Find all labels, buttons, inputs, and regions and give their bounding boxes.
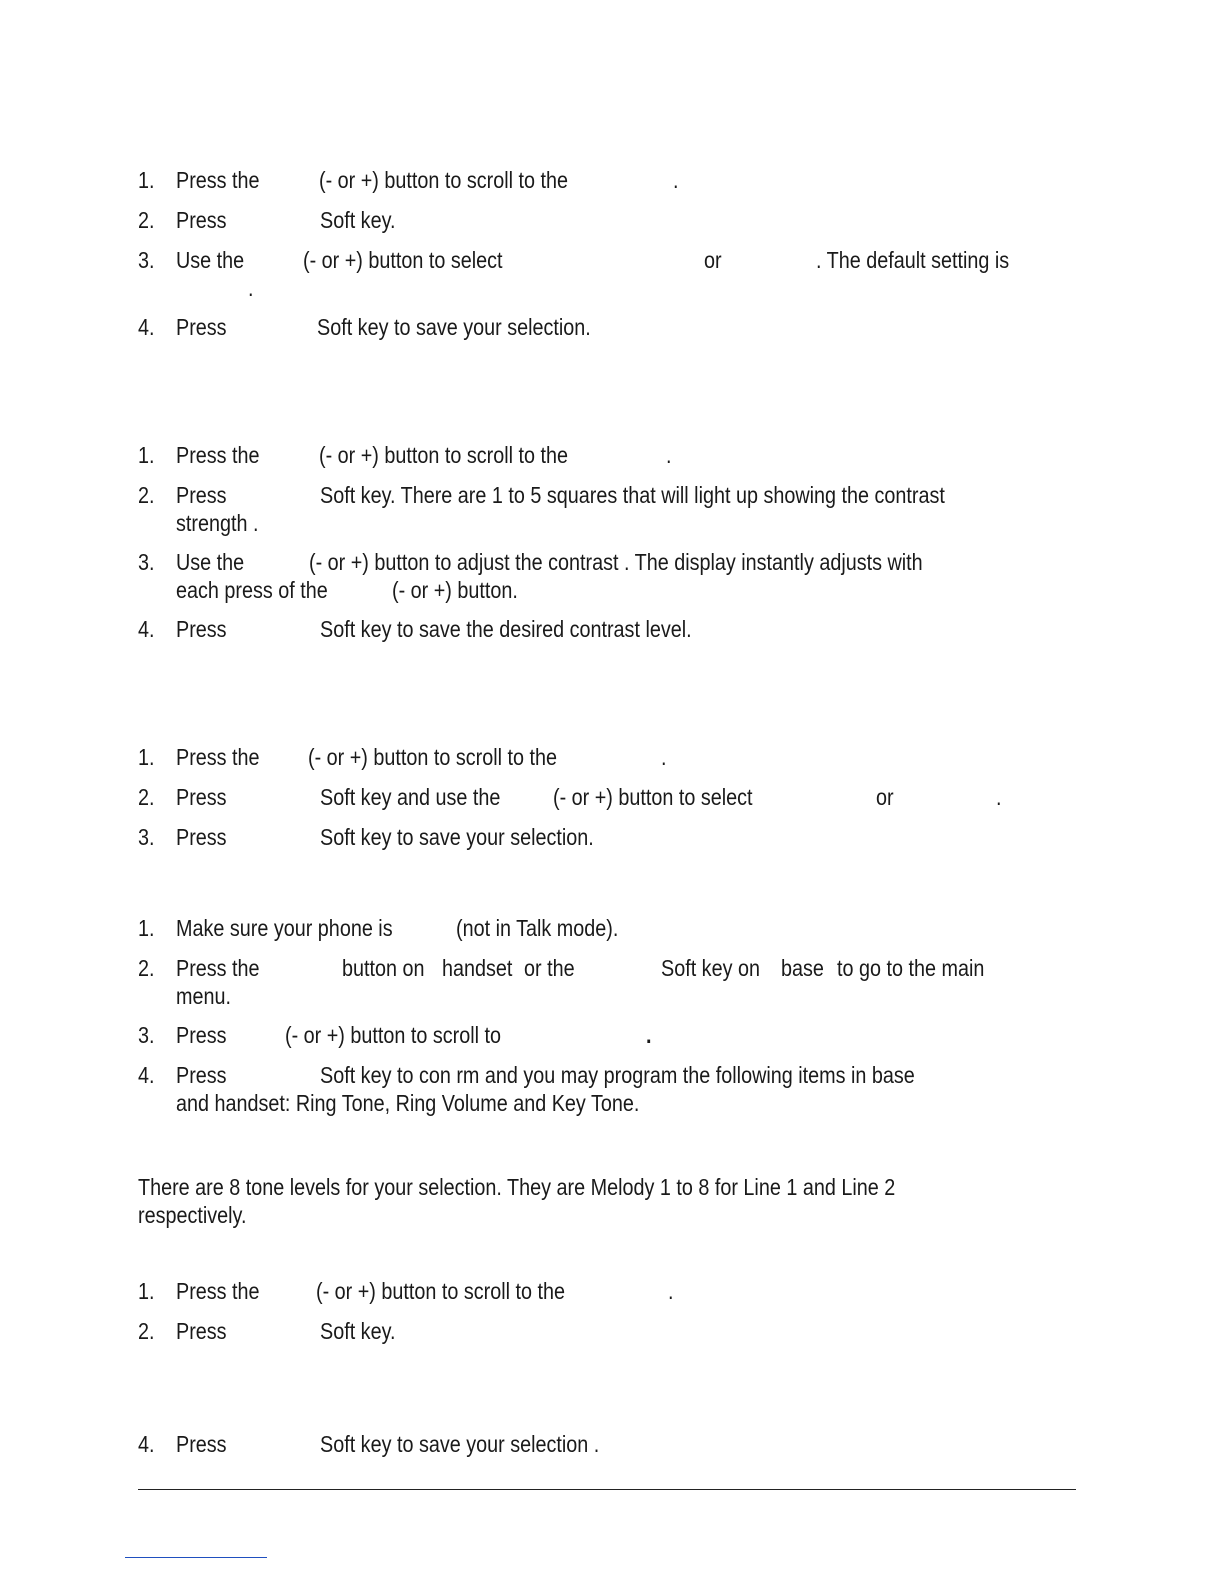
step-text: Soft key to save your selection. — [317, 314, 591, 340]
step-text: Press — [176, 314, 227, 340]
step-text: . — [661, 744, 667, 770]
step-text: Press — [176, 482, 227, 508]
step-number: 2. — [138, 784, 155, 810]
step-number: 2. — [138, 955, 155, 981]
step-text: Make sure your phone is — [176, 915, 393, 941]
step-text: or the — [524, 955, 575, 981]
step-number: 4. — [138, 1431, 155, 1457]
footer-link-underline — [125, 1557, 267, 1558]
step-text: (not in Talk mode). — [456, 915, 619, 941]
step-text: Soft key. There are 1 to 5 squares that will light up showing the contrast — [320, 482, 945, 508]
step-number: 1. — [138, 1278, 155, 1304]
step-text: . — [996, 784, 1002, 810]
step-text: Press the — [176, 744, 260, 770]
step-text: Press — [176, 1062, 227, 1088]
step-text: Use the — [176, 549, 245, 575]
step-text: each press of the — [176, 577, 328, 603]
step-text: Press — [176, 824, 227, 850]
step-text: . — [673, 167, 679, 193]
step-text: Soft key to save your selection. — [320, 824, 594, 850]
step-text: Soft key. — [320, 1318, 396, 1344]
step-number: 1. — [138, 167, 155, 193]
step-text: (- or +) button to scroll to the — [308, 744, 558, 770]
step-text: Soft key on — [661, 955, 760, 981]
step-text: Press the — [176, 955, 260, 981]
step-number: 4. — [138, 1062, 155, 1088]
step-text: Press — [176, 1431, 227, 1457]
step-text: (- or +) button. — [392, 577, 518, 603]
step-text: . — [666, 442, 672, 468]
paragraph-text: There are 8 tone levels for your selection. They are Melody 1 to 8 for Line 1 and Line 2 — [138, 1174, 896, 1200]
step-text: Press the — [176, 1278, 260, 1304]
step-number: 1. — [138, 744, 155, 770]
step-number: 2. — [138, 1318, 155, 1344]
step-text: . The default setting is — [816, 247, 1010, 273]
step-text: Soft key to con rm and you may program the following items in base — [320, 1062, 915, 1088]
step-number: 4. — [138, 616, 155, 642]
step-text: Press — [176, 784, 227, 810]
step-text: and handset: Ring Tone, Ring Volume and Key Tone. — [176, 1090, 640, 1116]
step-text: Soft key to save your selection . — [320, 1431, 600, 1457]
footer-divider — [138, 1489, 1076, 1490]
step-text: Press the — [176, 167, 260, 193]
step-text: or — [876, 784, 894, 810]
step-text: to go to the main — [837, 955, 985, 981]
step-text: Use the — [176, 247, 245, 273]
step-text: button on — [342, 955, 425, 981]
step-number: 3. — [138, 1022, 155, 1048]
step-text: Soft key and use the — [320, 784, 501, 810]
step-text: base — [781, 955, 824, 981]
step-number: 1. — [138, 442, 155, 468]
step-text: Press — [176, 616, 227, 642]
step-text: (- or +) button to scroll to the — [319, 442, 569, 468]
step-text: (- or +) button to scroll to the — [319, 167, 569, 193]
step-text: . — [668, 1278, 674, 1304]
step-text: handset — [442, 955, 513, 981]
step-text: menu. — [176, 983, 231, 1009]
paragraph-text: respectively. — [138, 1202, 247, 1228]
step-number: 3. — [138, 824, 155, 850]
step-text: Soft key to save the desired contrast level. — [320, 616, 692, 642]
step-number: 1. — [138, 915, 155, 941]
step-text: Soft key. — [320, 207, 396, 233]
step-number: 4. — [138, 314, 155, 340]
step-text: Press — [176, 1318, 227, 1344]
step-text: (- or +) button to select — [553, 784, 753, 810]
step-text: Press the — [176, 442, 260, 468]
step-text: (- or +) button to scroll to — [285, 1022, 502, 1048]
step-number: 3. — [138, 247, 155, 273]
step-text: (- or +) button to scroll to the — [316, 1278, 566, 1304]
step-text: Press — [176, 1022, 227, 1048]
step-text: Press — [176, 207, 227, 233]
step-text: . — [248, 275, 254, 301]
step-text: strength . — [176, 510, 259, 536]
step-number: 2. — [138, 207, 155, 233]
step-number: 3. — [138, 549, 155, 575]
step-text: . — [646, 1022, 652, 1048]
step-text: or — [704, 247, 722, 273]
step-number: 2. — [138, 482, 155, 508]
step-text: (- or +) button to select — [303, 247, 503, 273]
step-text: (- or +) button to adjust the contrast . The display instantly adjusts with — [309, 549, 923, 575]
